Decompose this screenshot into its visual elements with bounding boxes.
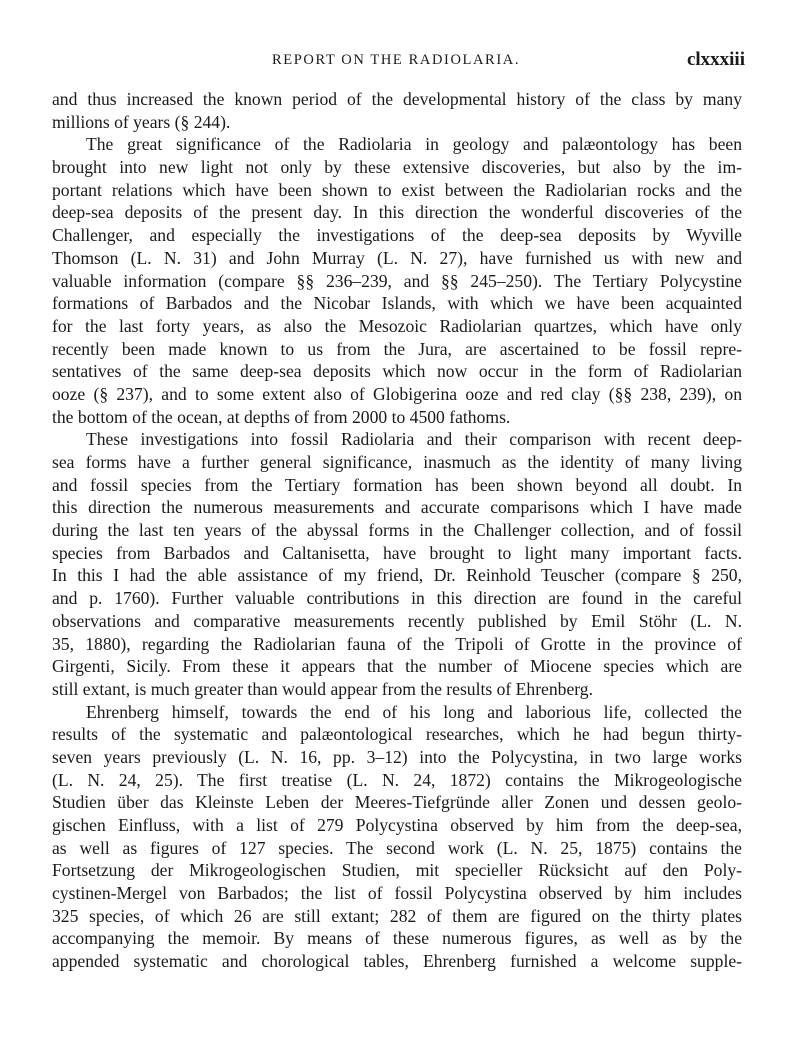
text-line: deep-sea deposits of the present day. In this direction the wonderful discoveries of the	[52, 202, 742, 223]
text-line: recently been made known to us from the Jura, are ascertained to be fossil repre-	[52, 338, 742, 359]
paragraph-4	[52, 701, 742, 973]
text-line: brought into new light not only by these extensive discoveries, but also by the im-	[52, 157, 742, 178]
text-line: observations and comparative measurements recently published by Emil Stöhr (L. N.	[52, 610, 742, 631]
text-line: appended systematic and chorological tables, Ehrenberg furnished a welcome supple-	[52, 951, 742, 972]
text-line: and p. 1760). Further valuable contributions in this direction are found in the careful	[52, 588, 742, 609]
paragraph-3	[52, 428, 742, 700]
text-line: The great significance of the Radiolaria in geology and palæontology has been	[86, 134, 742, 155]
text-line: still extant, is much greater than would appear from the results of Ehrenberg.	[52, 678, 594, 699]
text-line: millions of years (§ 244).	[52, 111, 231, 132]
text-line: portant relations which have been shown to exist between the Radiolarian rocks and the	[52, 179, 742, 200]
text-line: seven years previously (L. N. 16, pp. 3–12) into the Polycystina, in two large works	[52, 746, 742, 767]
text-line: In this I had the able assistance of my friend, Dr. Reinhold Teuscher (compare § 250,	[52, 565, 742, 586]
text-line: this direction the numerous measurements and accurate comparisons which I have made	[52, 497, 742, 518]
text-line: These investigations into fossil Radiolaria and their comparison with recent deep-	[86, 429, 742, 450]
paragraph-1	[52, 88, 742, 133]
text-line: formations of Barbados and the Nicobar Islands, with which we have been acquainted	[52, 293, 742, 314]
text-line: Ehrenberg himself, towards the end of his long and laborious life, collected the	[86, 701, 742, 722]
running-head	[0, 49, 800, 76]
text-line: as well as figures of 127 species. The second work (L. N. 25, 1875) contains the	[52, 837, 742, 858]
text-line: gischen Einfluss, with a list of 279 Polycystina observed by him from the deep-sea,	[52, 815, 742, 835]
text-line: sentatives of the same deep-sea deposits which now occur in the form of Radiolarian	[52, 361, 742, 382]
text-line: and thus increased the known period of the developmental history of the class by many	[52, 89, 742, 109]
text-line: Girgenti, Sicily. From these it appears that the number of Miocene species which are	[52, 656, 742, 677]
text-line: 35, 1880), regarding the Radiolarian fauna of the Tripoli of Grotte in the province of	[52, 633, 742, 654]
text-line: Studien über das Kleinste Leben der Meeres-Tiefgründe aller Zonen und dessen geolo-	[52, 792, 742, 813]
text-line: Thomson (L. N. 31) and John Murray (L. N. 27), have furnished us with new and	[52, 247, 742, 268]
text-line: species from Barbados and Caltanisetta, have brought to light many important facts.	[52, 542, 742, 563]
text-line: 325 species, of which 26 are still extant; 282 of them are figured on the thirty plates	[52, 905, 742, 926]
text-line: the bottom of the ocean, at depths of from 2000 to 4500 fathoms.	[52, 406, 511, 427]
text-line: (L. N. 24, 25). The first treatise (L. N. 24, 1872) contains the Mikrogeologische	[52, 769, 742, 790]
text-line: for the last forty years, as also the Mesozoic Radiolarian quartzes, which have only	[52, 315, 742, 336]
paragraph-2	[52, 133, 742, 428]
text-line: cystinen-Mergel von Barbados; the list of fossil Polycystina observed by him includes	[52, 883, 742, 904]
body-text	[52, 88, 742, 973]
text-line: accompanying the memoir. By means of these numerous figures, as well as by the	[52, 928, 742, 949]
text-line: ooze (§ 237), and to some extent also of Globigerina ooze and red clay (§§ 238, 239), on	[52, 383, 742, 404]
text-line: sea forms have a further general significance, inasmuch as the identity of many living	[52, 452, 742, 472]
text-line: and fossil species from the Tertiary formation has been shown beyond all doubt. In	[52, 474, 742, 495]
text-line: during the last ten years of the abyssal forms in the Challenger collection, and of fossil	[52, 520, 742, 541]
text-line: results of the systematic and palæontological researches, which he had begun thirty-	[52, 724, 742, 745]
page-number: clxxxiii	[686, 49, 745, 70]
text-line: Fortsetzung der Mikrogeologischen Studien, mit specieller Rücksicht auf den Poly-	[52, 860, 742, 881]
text-line: valuable information (compare §§ 236–239, and §§ 245–250). The Tertiary Polycystine	[52, 270, 742, 291]
text-line: Challenger, and especially the investigations of the deep-sea deposits by Wyville	[52, 225, 742, 246]
running-title: REPORT ON THE RADIOLARIA.	[272, 52, 521, 68]
